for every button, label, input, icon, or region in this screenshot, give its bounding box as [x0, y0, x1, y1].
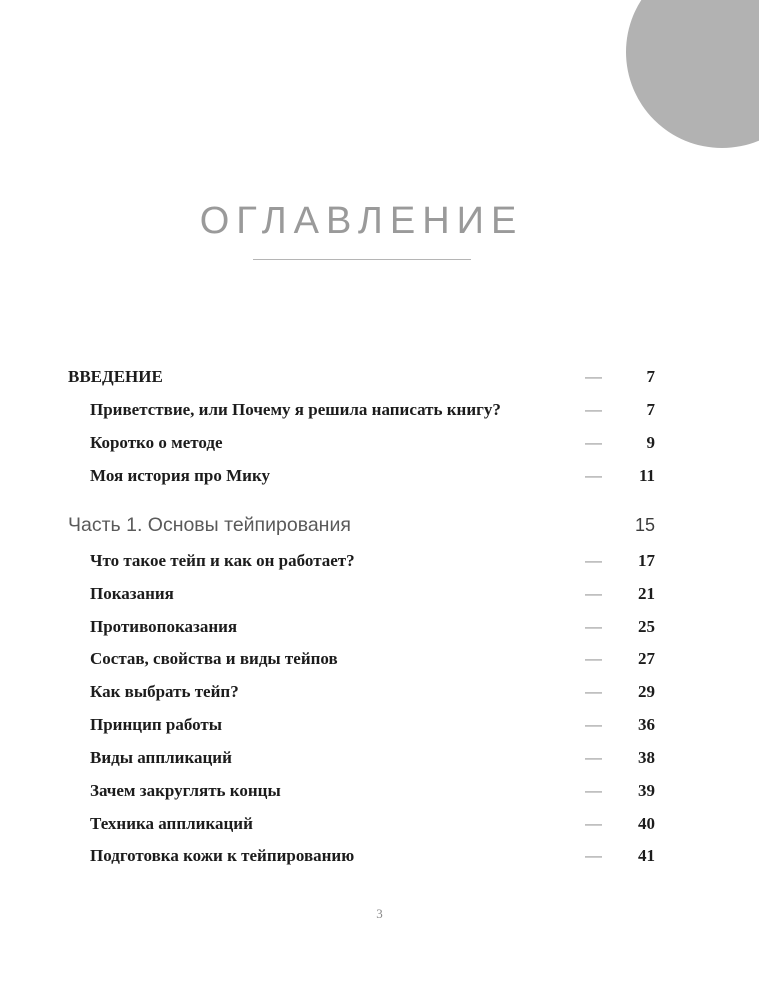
toc-entry-label: Показания — [90, 583, 174, 603]
footer-page-number: 3 — [376, 906, 383, 921]
page-content — [68, 0, 655, 880]
toc-entry-page: 7 — [646, 399, 655, 419]
toc-entry — [68, 683, 655, 701]
toc-entry-label: Что такое тейп и как он работает? — [90, 550, 355, 570]
toc-entry-page: 38 — [638, 747, 655, 767]
toc-entry-page: 11 — [638, 465, 655, 485]
toc-leader-dash: — — [585, 583, 603, 603]
toc-entry-page: 40 — [638, 813, 655, 833]
toc-entry-page: 36 — [638, 715, 655, 735]
toc-leader-dash: — — [585, 399, 603, 419]
toc-entry-page: 25 — [638, 616, 655, 636]
toc-entry-page: 41 — [638, 846, 655, 866]
toc-entry-label: Состав, свойства и виды тейпов — [90, 649, 338, 669]
toc-entry — [68, 782, 655, 800]
toc-leader-dash: — — [585, 780, 603, 800]
toc-entry-label: ВВЕДЕНИЕ — [68, 367, 163, 386]
toc-leader-dash: — — [585, 550, 603, 570]
toc-entry-page: 15 — [634, 515, 655, 536]
toc-leader-dash: — — [585, 813, 603, 833]
toc-entry-label: Как выбрать тейп? — [90, 682, 239, 702]
toc-entry-page: 21 — [638, 583, 655, 603]
toc-entry — [68, 585, 655, 603]
toc-entry-page: 7 — [646, 367, 655, 386]
toc-entry — [68, 467, 655, 485]
page-title: ОГЛАВЛЕНИЕ — [199, 200, 524, 242]
toc-leader-dash: — — [585, 715, 603, 735]
toc-entry-label: Виды аппликаций — [90, 747, 232, 767]
toc-leader-dash: — — [585, 747, 603, 767]
toc-entry-page: 29 — [638, 682, 655, 702]
toc-entry — [68, 749, 655, 767]
toc-entry-label: Зачем закруглять концы — [90, 780, 281, 800]
toc-entry-page: 9 — [646, 432, 655, 452]
toc-entry — [68, 515, 655, 535]
toc-leader-dash: — — [585, 649, 603, 669]
toc-entry-label: Моя история про Мику — [90, 465, 271, 485]
toc-entry — [68, 716, 655, 734]
toc-entry-page: 17 — [638, 550, 655, 570]
toc-entry — [68, 434, 655, 452]
toc-entry-label: Коротко о методе — [90, 432, 223, 452]
toc-entry — [68, 650, 655, 668]
toc-entry — [68, 618, 655, 636]
toc-entry-label: Противопоказания — [90, 616, 238, 636]
toc-list — [68, 368, 655, 865]
title-underline-rule — [253, 259, 471, 260]
toc-entry-label: Техника аппликаций — [90, 813, 253, 833]
toc-entry-label: Часть 1. Основы тейпирования — [68, 514, 351, 537]
toc-leader-dash: — — [585, 846, 603, 866]
toc-leader-dash: — — [585, 682, 603, 702]
toc-entry — [68, 401, 655, 419]
toc-entry — [68, 368, 655, 386]
toc-entry-label: Приветствие, или Почему я решила написать книгу? — [90, 399, 501, 419]
toc-entry-label: Подготовка кожи к тейпированию — [90, 846, 355, 866]
toc-leader-dash: — — [585, 367, 603, 386]
toc-entry-page: 39 — [638, 780, 655, 800]
toc-entry — [68, 815, 655, 833]
title-block — [68, 200, 655, 260]
toc-entry-page: 27 — [638, 649, 655, 669]
toc-entry-label: Принцип работы — [90, 715, 223, 735]
toc-leader-dash: — — [585, 432, 603, 452]
toc-leader-dash: — — [585, 465, 603, 485]
toc-leader-dash: — — [585, 616, 603, 636]
toc-entry — [68, 552, 655, 570]
toc-entry — [68, 847, 655, 865]
